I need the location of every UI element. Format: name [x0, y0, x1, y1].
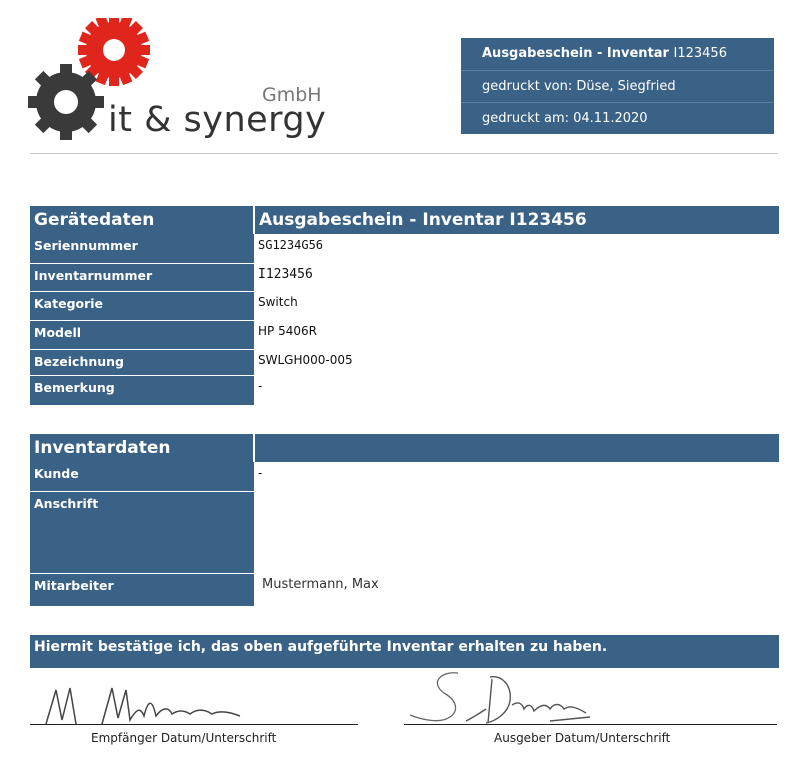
company-logo — [28, 18, 328, 144]
value-mitarbeiter: Mustermann, Max — [262, 577, 379, 592]
logo-gmbh: GmbH — [262, 84, 322, 106]
label-bemerkung: Bemerkung — [30, 375, 254, 405]
confirmation-text: Hiermit bestätige ich, das oben aufgeführte Inventar erhalten zu haben. — [30, 635, 779, 668]
value-bezeichnung: SWLGH000-005 — [258, 353, 353, 367]
label-modell: Modell — [30, 320, 254, 349]
geraetedaten-table — [30, 206, 779, 405]
issuer-signature-icon — [400, 665, 600, 729]
inventardaten-title — [254, 434, 779, 462]
label-mitarbeiter: Mitarbeiter — [30, 573, 254, 606]
header-divider — [30, 153, 778, 154]
geraetedaten-title: Ausgabeschein - Inventar I123456 — [254, 206, 779, 234]
value-bemerkung: - — [258, 379, 263, 393]
info-printed-by: gedruckt von: Düse, Siegfried — [461, 70, 774, 102]
label-seriennummer: Seriennummer — [30, 234, 254, 263]
value-kunde: - — [258, 466, 263, 480]
logo-company-name: it & synergy — [108, 100, 327, 140]
info-title — [461, 38, 774, 70]
value-anschrift — [254, 491, 779, 573]
recipient-signature-line — [30, 724, 358, 725]
value-kategorie: Switch — [258, 295, 298, 309]
label-kategorie: Kategorie — [30, 291, 254, 320]
inventardaten-table — [30, 434, 779, 606]
info-printed-on: gedruckt am: 04.11.2020 — [461, 102, 774, 134]
label-inventarnummer: Inventarnummer — [30, 263, 254, 291]
info-title-text: Ausgabeschein - Inventar — [482, 46, 669, 61]
issuer-signature-label: Ausgeber Datum/Unterschrift — [494, 731, 671, 745]
info-title-id: I123456 — [673, 46, 727, 61]
geraetedaten-header: Gerätedaten — [30, 206, 254, 234]
label-bezeichnung: Bezeichnung — [30, 349, 254, 375]
recipient-signature-icon — [40, 680, 250, 730]
recipient-signature-label: Empfänger Datum/Unterschrift — [91, 731, 277, 745]
label-anschrift: Anschrift — [30, 491, 254, 573]
value-inventarnummer: I123456 — [258, 267, 313, 282]
value-seriennummer: SG1234G56 — [258, 238, 324, 252]
label-kunde: Kunde — [30, 462, 254, 491]
print-info-box — [461, 38, 774, 134]
issuer-signature-line — [404, 724, 777, 725]
inventardaten-header: Inventardaten — [30, 434, 254, 462]
value-modell: HP 5406R — [258, 324, 317, 338]
